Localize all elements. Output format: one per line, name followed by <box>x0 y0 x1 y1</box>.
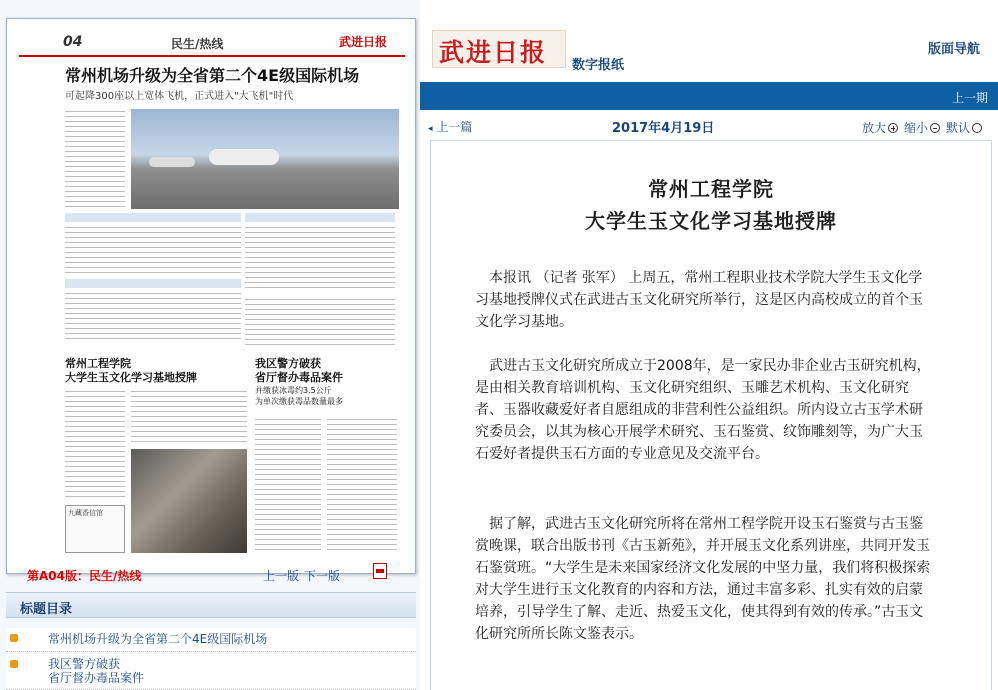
np-plane-shape <box>209 149 279 165</box>
np-text-column <box>65 227 241 273</box>
zoom-out-button[interactable] <box>904 119 940 136</box>
zoom-default-button[interactable] <box>946 119 982 136</box>
toc-bullet-icon <box>10 634 18 642</box>
article-title-line2: 大学生玉文化学习基地授牌 <box>585 209 837 233</box>
np-text-column <box>327 419 397 551</box>
plus-circle-icon <box>888 123 898 133</box>
np-text-column <box>65 111 125 207</box>
toc-item-text[interactable]: 常州机场升级为全省第二个4E级国际机场 <box>48 632 268 646</box>
issue-date: 2017年4月19日 <box>612 121 715 136</box>
np-text-column <box>245 299 395 349</box>
right-panel <box>420 0 998 690</box>
zoom-out-label: 缩小 <box>904 121 929 135</box>
np-text-column <box>65 391 125 499</box>
zoom-in-label: 放大 <box>862 121 887 135</box>
np-text-column <box>65 293 241 343</box>
np-jade-title-line2: 大学生玉文化学习基地授牌 <box>65 371 197 384</box>
np-text-column <box>245 227 395 291</box>
prev-article-label: 上一篇 <box>436 120 473 134</box>
masthead <box>420 0 998 82</box>
page-label: 第A04版：民生/热线 <box>27 569 142 583</box>
np-text-column <box>131 391 247 445</box>
np-drug-title-line2: 省厅督办毒品案件 <box>255 371 343 384</box>
np-text-column <box>255 419 321 551</box>
np-plane-shape <box>149 157 195 167</box>
np-header <box>19 29 405 57</box>
np-ad-text: 九藏香信馆 <box>68 509 103 517</box>
layout-nav-link[interactable]: 版面导航 <box>928 42 981 57</box>
np-article-title-drug[interactable] <box>255 357 395 407</box>
article-body <box>430 140 992 690</box>
article-paragraph: 据了解，武进古玉文化研究所将在常州工程学院开设玉石鉴赏与古玉鉴赏晚课，联合出版书刊《古玉新苑》，并开展玉文化系列讲座，共同开发玉石鉴赏班。“大学生是未来国家经济文化发展的中坚力量，我们将积极探索对大学生进行玉文化教育的内容和方法，通过丰富多彩、扎实有效的启蒙培养，引导学生了解、走近、热爱玉文化，使其得到有效的传承。”古玉文化研究所所长陈文鉴表示。 <box>475 516 931 642</box>
prev-issue-link[interactable]: 上一期 <box>951 91 988 105</box>
np-jade-title-line1: 常州工程学院 <box>65 357 131 370</box>
article-title-line1: 常州工程学院 <box>648 177 774 201</box>
circle-icon <box>972 123 982 133</box>
zoom-default-label: 默认 <box>946 121 971 135</box>
np-box-title-bar <box>65 213 241 222</box>
np-box-title-bar <box>65 279 241 288</box>
toc-item[interactable] <box>6 628 416 652</box>
newspaper-page-image[interactable] <box>19 29 405 557</box>
article-toolbar <box>420 110 998 140</box>
np-box-title-bar <box>245 213 395 222</box>
prev-page-link[interactable]: 上一版 <box>263 569 300 583</box>
toc-header <box>6 592 416 618</box>
np-drug-sub-line2: 为单次缴获毒品数量最多 <box>255 397 343 406</box>
logo-text: 武进日报 <box>439 38 548 67</box>
toc-item[interactable] <box>6 654 416 690</box>
pdf-icon[interactable] <box>373 563 387 579</box>
np-headline[interactable]: 常州机场升级为全省第二个4E级国际机场 <box>65 66 360 85</box>
article-paragraph: 武进古玉文化研究所成立于2008年，是一家民办非企业古玉研究机构，是由相关教育培训机构、玉文化研究组织、玉雕艺术机构、玉文化研究者、玉器收藏爱好者自愿组成的非营利性公益组织。所内设立古玉学术研究委员会，以其为核心开展学术研究、玉石鉴赏、纹饰雕刻等，为广大玉石爱好者提供玉石方面的专业意见及交流平台。 <box>475 358 931 462</box>
article-paragraph: 本报讯 （记者 张军） 上周五，常州工程职业技术学院大学生玉文化学习基地授牌仪式在武进古玉文化研究所举行，这是区内高校成立的首个玉文化学习基地。 <box>475 270 923 330</box>
next-page-link[interactable]: 下一版 <box>304 569 341 583</box>
toc-item-text[interactable]: 我区警方破获 <box>48 657 121 671</box>
np-subheadline: 可起降300座以上宽体飞机，正式进入"大飞机"时代 <box>65 91 294 102</box>
minus-circle-icon <box>930 123 940 133</box>
newspaper-logo[interactable] <box>432 30 566 68</box>
caret-left-icon: ◂ <box>428 124 433 134</box>
newspaper-page-thumbnail[interactable] <box>6 18 416 583</box>
np-masthead-logo: 武进日报 <box>338 35 387 49</box>
toc-title: 标题目录 <box>20 602 73 617</box>
np-article-title-jade[interactable] <box>65 357 245 385</box>
toc-item-text-line2[interactable]: 省厅督办毒品案件 <box>48 671 145 685</box>
toc-bullet-icon <box>10 660 18 668</box>
np-page-number: 04 <box>63 34 83 50</box>
np-drug-title-line1: 我区警方破获 <box>255 357 321 370</box>
zoom-in-button[interactable] <box>862 119 898 136</box>
np-jade-photo <box>131 449 247 553</box>
np-section: 民生/热线 <box>171 37 224 51</box>
prev-article-link[interactable] <box>428 118 472 135</box>
digital-paper-label: 数字报纸 <box>572 58 625 73</box>
np-advertisement <box>65 505 125 553</box>
navigation-bar <box>420 82 998 110</box>
left-panel <box>0 0 420 690</box>
np-drug-sub-line1: 并缴获冰毒约3.5公斤 <box>255 386 332 395</box>
